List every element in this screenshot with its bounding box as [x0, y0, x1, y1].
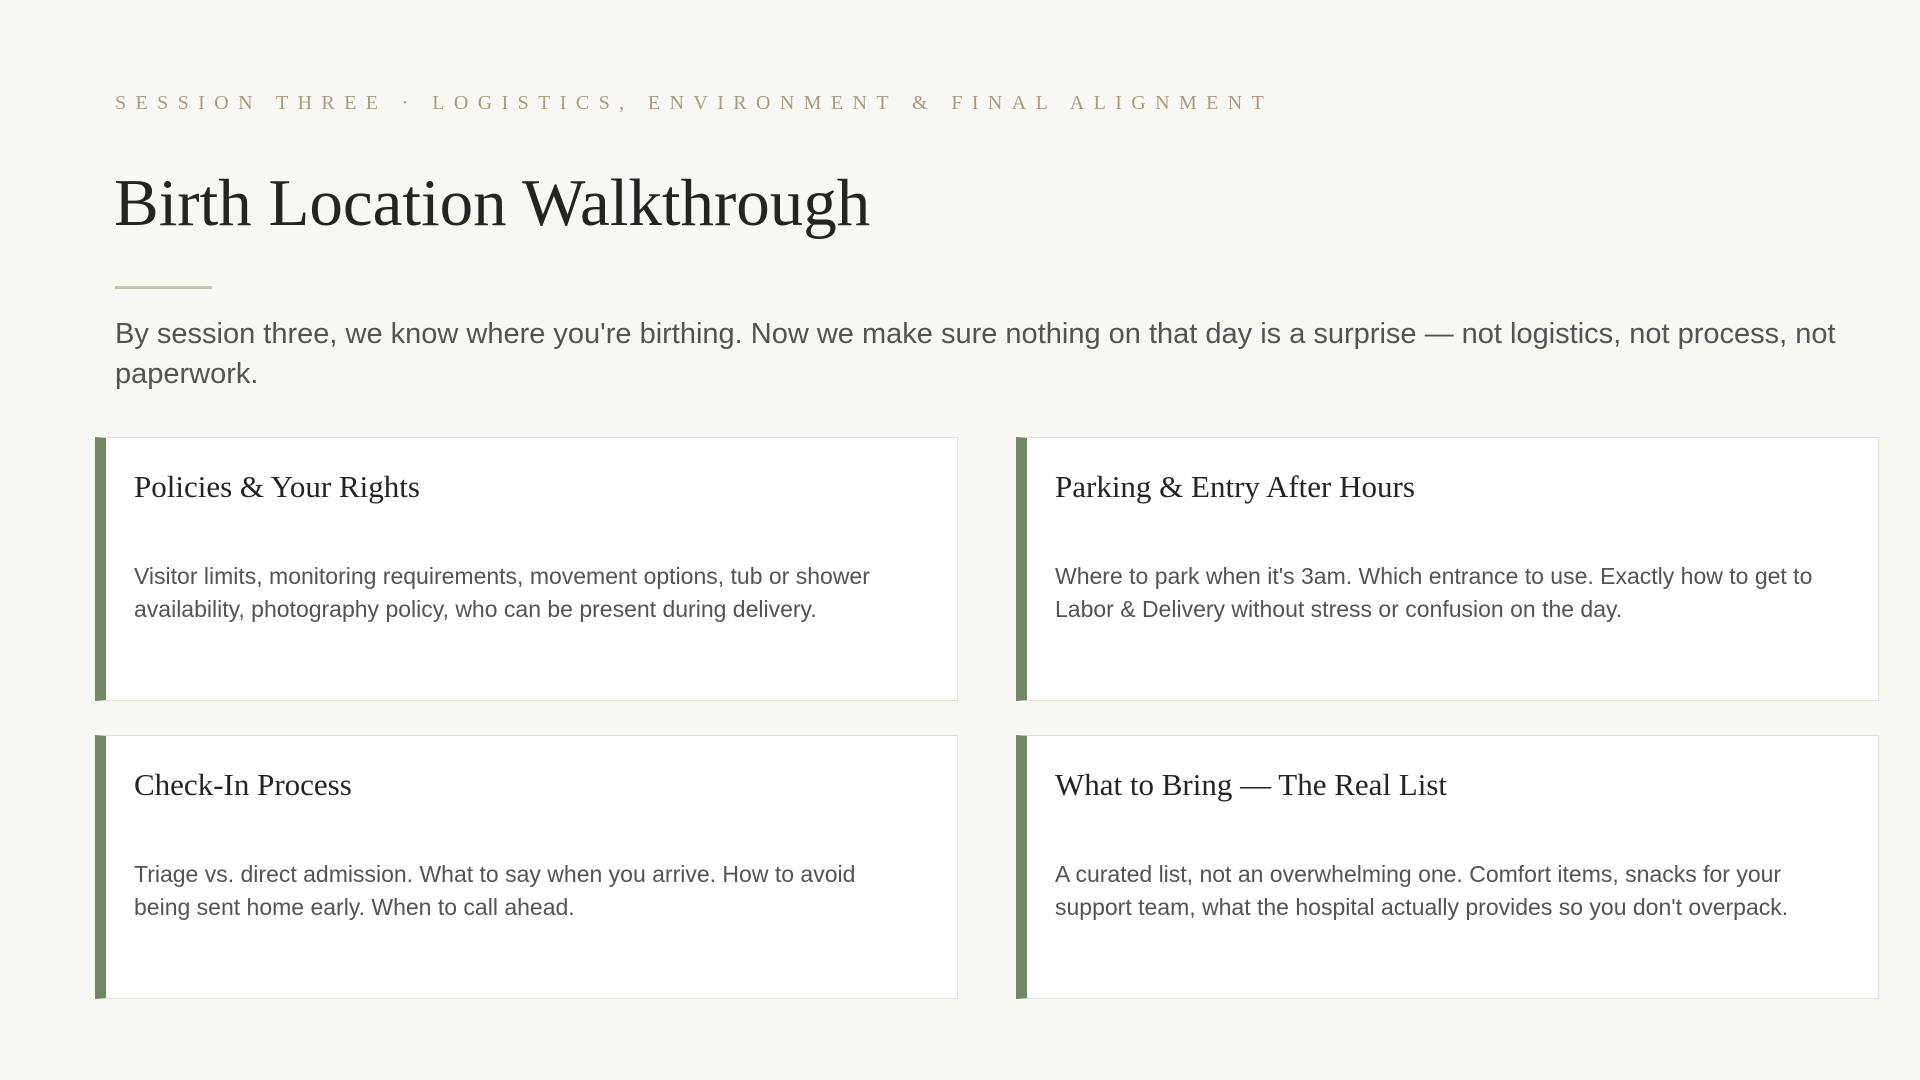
card-title: Check-In Process — [134, 767, 352, 802]
card-description: Visitor limits, monitoring requirements, movement options, tub or shower availability, photography policy, who can be present during delivery. — [134, 563, 870, 622]
card-check-in — [95, 735, 958, 999]
card-description: Where to park when it's 3am. Which entrance to use. Exactly how to get to Labor & Delivery without stress or confusion on the day. — [1055, 563, 1813, 622]
card-title: What to Bring — The Real List — [1055, 767, 1448, 802]
session-eyebrow: SESSION THREE · LOGISTICS, ENVIRONMENT & FINAL ALIGNMENT — [115, 92, 1274, 114]
page-title: Birth Location Walkthrough — [114, 166, 871, 240]
card-body — [134, 814, 917, 998]
card-policies-rights — [95, 437, 958, 701]
card-body — [134, 516, 917, 700]
card-description: A curated list, not an overwhelming one. Comfort items, snacks for your support team, what the hospital actually provides so you don't overpack. — [1055, 861, 1789, 920]
card-what-to-bring — [1016, 735, 1879, 999]
title-divider — [115, 286, 212, 289]
intro-paragraph: By session three, we know where you're birthing. Now we make sure nothing on that day is a surprise — not logistics, not process, not paperwork. — [115, 318, 1836, 390]
card-title: Parking & Entry After Hours — [1055, 469, 1415, 504]
card-description: Triage vs. direct admission. What to say when you arrive. How to avoid being sent home early. When to call ahead. — [134, 861, 856, 920]
card-body — [1055, 814, 1838, 998]
card-parking-entry — [1016, 437, 1879, 701]
card-title: Policies & Your Rights — [134, 469, 420, 504]
card-body — [1055, 516, 1838, 700]
